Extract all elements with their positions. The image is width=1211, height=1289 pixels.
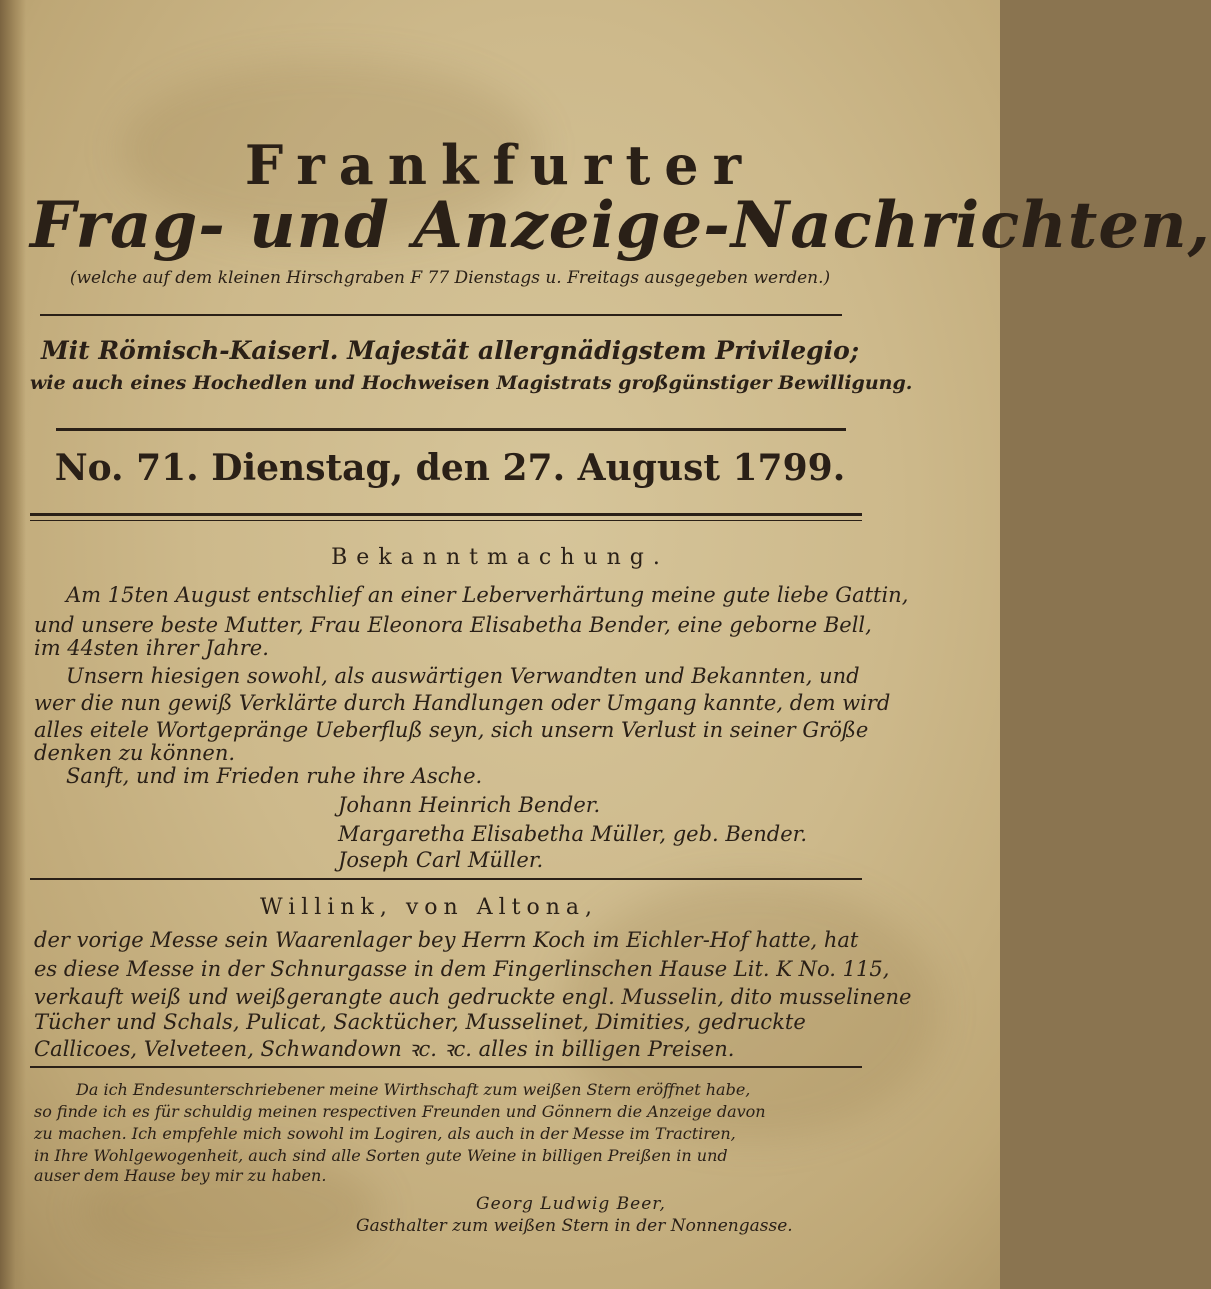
notice-text-line: verkauft weiß und weißgerangte auch gedruckte engl. Musselin, dito musselinene	[34, 985, 912, 1009]
divider-rule-double	[30, 520, 862, 521]
notice-text-line: zu machen. Ich empfehle mich sowohl im Logiren, als auch in der Messe im Tractiren,	[34, 1124, 736, 1143]
divider-rule	[56, 428, 846, 431]
divider-rule	[40, 314, 842, 316]
notice-text-line: und unsere beste Mutter, Frau Eleonora Elisabetha Bender, eine geborne Bell,	[34, 613, 872, 637]
notice-text-line: auser dem Hause bey mir zu haben.	[34, 1166, 327, 1185]
notice-text-line: Tücher und Schals, Pulicat, Sacktücher, Musselinet, Dimities, gedruckte	[34, 1010, 806, 1034]
notice-heading-bekanntmachung: Bekanntmachung.	[331, 545, 669, 570]
notice-text-line: Callicoes, Velveteen, Schwandown ꝛc. ꝛc. alles in billigen Preisen.	[34, 1037, 735, 1061]
notice-text-line: im 44sten ihrer Jahre.	[34, 636, 269, 660]
masthead-title-line1: Frankfurter	[244, 133, 756, 197]
divider-rule	[30, 878, 862, 880]
notice-text-line: wer die nun gewiß Verklärte durch Handlungen oder Umgang kannte, dem wird	[34, 691, 891, 715]
notice-text-line: denken zu können.	[34, 741, 236, 765]
notice-text-line: es diese Messe in der Schnurgasse in dem Fingerlinschen Hause Lit. K No. 115,	[34, 957, 890, 981]
notice-text-line: der vorige Messe sein Waarenlager bey Herrn Koch im Eichler-Hof hatte, hat	[34, 928, 859, 952]
notice-text-line: in Ihre Wohlgewogenheit, auch sind alle Sorten gute Weine in billigen Preißen in und	[34, 1146, 728, 1165]
notice-signature: Margaretha Elisabetha Müller, geb. Bender.	[338, 822, 808, 846]
notice-text-line: Unsern hiesigen sowohl, als auswärtigen Verwandten und Bekannten, und	[66, 664, 860, 688]
divider-rule	[30, 1066, 862, 1068]
notice-text-line: Am 15ten August entschlief an einer Leberverhärtung meine gute liebe Gattin,	[66, 583, 909, 607]
privilege-line2: wie auch eines Hochedlen und Hochweisen Magistrats großgünstiger Bewilligung.	[30, 372, 913, 394]
notice-text-line: Sanft, und im Frieden ruhe ihre Asche.	[66, 764, 483, 788]
notice-text-line: alles eitele Wortgepränge Ueberfluß seyn, sich unsern Verlust in seiner Größe	[34, 718, 869, 742]
notice-signature: Joseph Carl Müller.	[338, 848, 544, 872]
notice-text-line: so finde ich es für schuldig meinen respectiven Freunden und Gönnern die Anzeige davon	[34, 1102, 766, 1121]
privilege-line1: Mit Römisch-Kaiserl. Majestät allergnädigstem Privilegio;	[40, 336, 860, 365]
notice-signature-name: Georg Ludwig Beer,	[476, 1194, 666, 1214]
issue-dateline: No. 71. Dienstag, den 27. August 1799.	[54, 447, 846, 489]
notice-signature-title: Gasthalter zum weißen Stern in der Nonnengasse.	[356, 1216, 793, 1236]
notice-heading-willink: Willink, von Altona,	[260, 895, 598, 920]
divider-rule-double	[30, 513, 862, 516]
notice-signature: Johann Heinrich Bender.	[338, 793, 601, 817]
notice-text-line: Da ich Endesunterschriebener meine Wirthschaft zum weißen Stern eröffnet habe,	[76, 1080, 751, 1099]
masthead-subtitle: (welche auf dem kleinen Hirschgraben F 77 Dienstags u. Freitags ausgegeben werden.)	[69, 268, 831, 288]
masthead-title-line2: Frag- und Anzeige-Nachrichten,	[30, 188, 1211, 263]
